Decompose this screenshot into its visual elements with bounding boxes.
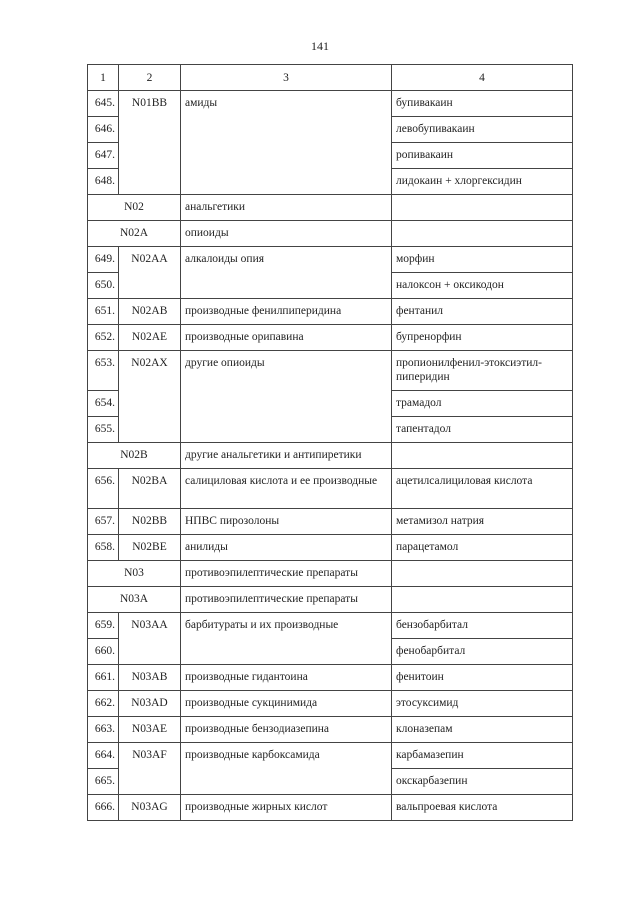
row-number: 662. (88, 691, 119, 717)
table-row (88, 509, 573, 535)
row-number: 661. (88, 665, 119, 691)
group-description: НПВС пирозолоны (181, 509, 392, 535)
group-code: N03A (88, 587, 181, 613)
row-number: 652. (88, 325, 119, 351)
row-number: 646. (88, 117, 119, 143)
group-description: опиоиды (181, 221, 392, 247)
drug-name: левобупивакаин (392, 117, 573, 143)
drug-name: метамизол натрия (392, 509, 573, 535)
atc-code: N03AB (119, 665, 181, 691)
group-row (88, 443, 573, 469)
group-description: противоэпилептические препараты (181, 587, 392, 613)
group-row (88, 587, 573, 613)
drug-classification-table (87, 64, 573, 821)
row-number: 650. (88, 273, 119, 299)
page-number: 141 (311, 39, 329, 53)
group-description: производные сукцинимида (181, 691, 392, 717)
row-number: 656. (88, 469, 119, 509)
atc-code: N03AF (119, 743, 181, 795)
drug-name-empty (392, 561, 573, 587)
table-row (88, 743, 573, 769)
column-header-code: 2 (119, 65, 181, 91)
drug-name: трамадол (392, 391, 573, 417)
table-row (88, 691, 573, 717)
table-row (88, 325, 573, 351)
table-row (88, 247, 573, 273)
table-row (88, 91, 573, 117)
drug-name: фенитоин (392, 665, 573, 691)
drug-name: налоксон + оксикодон (392, 273, 573, 299)
group-description: производные карбоксамида (181, 743, 392, 795)
row-number: 649. (88, 247, 119, 273)
column-header-description: 3 (181, 65, 392, 91)
row-number: 657. (88, 509, 119, 535)
row-number: 645. (88, 91, 119, 117)
drug-name: фентанил (392, 299, 573, 325)
group-description: другие анальгетики и антипиретики (181, 443, 392, 469)
group-description: барбитураты и их производные (181, 613, 392, 665)
table-header-row (88, 65, 573, 91)
atc-code: N02BA (119, 469, 181, 509)
atc-code: N02AA (119, 247, 181, 299)
group-row (88, 195, 573, 221)
drug-name: морфин (392, 247, 573, 273)
group-description: производные гидантоина (181, 665, 392, 691)
table-row (88, 535, 573, 561)
row-number: 659. (88, 613, 119, 639)
group-description: анальгетики (181, 195, 392, 221)
row-number: 660. (88, 639, 119, 665)
drug-name: ацетилсалициловая кислота (392, 469, 573, 509)
drug-name: фенобарбитал (392, 639, 573, 665)
table-row (88, 717, 573, 743)
row-number: 653. (88, 351, 119, 391)
table-row (88, 469, 573, 509)
column-header-drug: 4 (392, 65, 573, 91)
group-description: амиды (181, 91, 392, 195)
atc-code: N02BE (119, 535, 181, 561)
table-row (88, 665, 573, 691)
row-number: 655. (88, 417, 119, 443)
drug-name: бупивакаин (392, 91, 573, 117)
drug-name-empty (392, 443, 573, 469)
table-row (88, 351, 573, 391)
drug-name: вальпроевая кислота (392, 795, 573, 821)
atc-code: N02AE (119, 325, 181, 351)
drug-name-empty (392, 221, 573, 247)
atc-code: N03AA (119, 613, 181, 665)
group-description: салициловая кислота и ее производные (181, 469, 392, 509)
group-description: алкалоиды опия (181, 247, 392, 299)
group-description: противоэпилептические препараты (181, 561, 392, 587)
group-description: анилиды (181, 535, 392, 561)
row-number: 664. (88, 743, 119, 769)
group-description: производные орипавина (181, 325, 392, 351)
drug-name: карбамазепин (392, 743, 573, 769)
drug-name: бензобарбитал (392, 613, 573, 639)
group-description: производные бензодиазепина (181, 717, 392, 743)
drug-name: окскарбазепин (392, 769, 573, 795)
group-code: N03 (88, 561, 181, 587)
row-number: 651. (88, 299, 119, 325)
row-number: 647. (88, 143, 119, 169)
row-number: 654. (88, 391, 119, 417)
drug-name: клоназепам (392, 717, 573, 743)
atc-code: N03AD (119, 691, 181, 717)
atc-code: N02AX (119, 351, 181, 443)
group-code: N02 (88, 195, 181, 221)
group-row (88, 221, 573, 247)
column-header-number: 1 (88, 65, 119, 91)
row-number: 666. (88, 795, 119, 821)
drug-name: пропионилфенил-этоксиэтил-пиперидин (392, 351, 573, 391)
drug-name: ропивакаин (392, 143, 573, 169)
row-number: 658. (88, 535, 119, 561)
table-row (88, 795, 573, 821)
drug-name-empty (392, 587, 573, 613)
group-description: производные фенилпиперидина (181, 299, 392, 325)
atc-code: N03AG (119, 795, 181, 821)
atc-code: N01BB (119, 91, 181, 195)
row-number: 648. (88, 169, 119, 195)
atc-code: N03AE (119, 717, 181, 743)
table-row (88, 299, 573, 325)
drug-name: лидокаин + хлоргексидин (392, 169, 573, 195)
drug-name: тапентадол (392, 417, 573, 443)
group-description: другие опиоиды (181, 351, 392, 443)
row-number: 663. (88, 717, 119, 743)
atc-code: N02BB (119, 509, 181, 535)
group-description: производные жирных кислот (181, 795, 392, 821)
drug-name: парацетамол (392, 535, 573, 561)
atc-code: N02AB (119, 299, 181, 325)
drug-name: этосуксимид (392, 691, 573, 717)
drug-name-empty (392, 195, 573, 221)
table-row (88, 613, 573, 639)
group-row (88, 561, 573, 587)
row-number: 665. (88, 769, 119, 795)
group-code: N02B (88, 443, 181, 469)
group-code: N02A (88, 221, 181, 247)
drug-name: бупренорфин (392, 325, 573, 351)
